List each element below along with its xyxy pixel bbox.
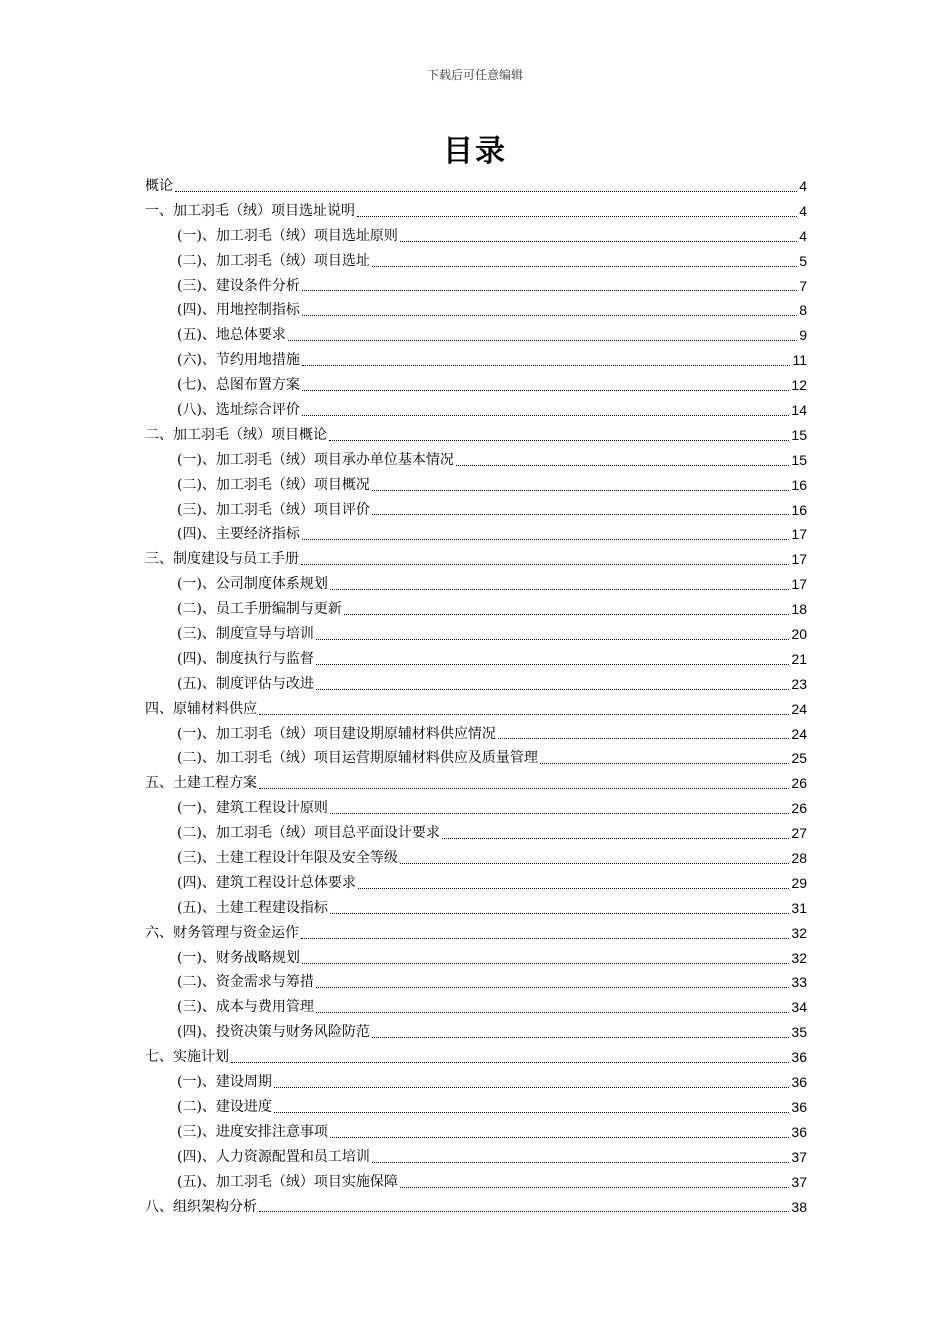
toc-leader-dots <box>302 390 789 391</box>
toc-entry-label: (一)、财务战略规划 <box>177 949 300 966</box>
toc-entry[interactable] <box>145 647 807 672</box>
toc-leader-dots <box>316 987 789 988</box>
toc-leader-dots <box>330 589 789 590</box>
toc-entry-page: 18 <box>791 601 807 618</box>
toc-entry[interactable] <box>145 896 807 921</box>
toc-entry[interactable] <box>145 722 807 747</box>
toc-entry[interactable] <box>145 1170 807 1195</box>
toc-entry-label: 七、实施计划 <box>145 1049 229 1066</box>
toc-entry[interactable] <box>145 423 807 448</box>
toc-entry-page: 16 <box>791 501 807 518</box>
toc-entry[interactable] <box>145 1045 807 1070</box>
toc-entry[interactable] <box>145 522 807 547</box>
toc-entry-page: 17 <box>791 526 807 543</box>
toc-entry-page: 9 <box>799 327 807 344</box>
toc-entry-page: 31 <box>791 899 807 916</box>
toc-leader-dots <box>372 1037 789 1038</box>
toc-entry-label: (四)、人力资源配置和员工培训 <box>177 1148 370 1165</box>
toc-leader-dots <box>316 689 789 690</box>
toc-entry-page: 34 <box>791 999 807 1016</box>
toc-entry-page: 24 <box>791 725 807 742</box>
toc-entry-page: 7 <box>799 277 807 294</box>
toc-leader-dots <box>301 938 789 939</box>
toc-entry[interactable] <box>145 1195 807 1220</box>
toc-entry-page: 4 <box>799 202 807 219</box>
toc-entry-page: 8 <box>799 302 807 319</box>
toc-entry-page: 26 <box>791 775 807 792</box>
toc-entry-page: 38 <box>791 1198 807 1215</box>
toc-entry-page: 20 <box>791 626 807 643</box>
toc-entry-page: 12 <box>791 377 807 394</box>
toc-entry-label: (一)、建设周期 <box>177 1074 272 1091</box>
toc-leader-dots <box>231 1062 789 1063</box>
toc-entry[interactable] <box>145 274 807 299</box>
toc-entry-label: (五)、制度评估与改进 <box>177 675 314 692</box>
toc-entry-page: 17 <box>791 551 807 568</box>
toc-leader-dots <box>259 1211 789 1212</box>
toc-entry[interactable] <box>145 746 807 771</box>
toc-entry-label: (二)、建设进度 <box>177 1098 272 1115</box>
toc-leader-dots <box>175 191 797 192</box>
toc-leader-dots <box>302 415 789 416</box>
toc-entry-label: 五、土建工程方案 <box>145 775 257 792</box>
toc-leader-dots <box>330 813 789 814</box>
toc-entry[interactable] <box>145 1145 807 1170</box>
toc-leader-dots <box>330 1137 789 1138</box>
toc-entry-label: 六、财务管理与资金运作 <box>145 924 299 941</box>
toc-entry-label: (一)、加工羽毛（绒）项目选址原则 <box>177 227 398 244</box>
toc-entry[interactable] <box>145 498 807 523</box>
toc-entry-label: 二、加工羽毛（绒）项目概论 <box>145 426 327 443</box>
toc-leader-dots <box>302 365 791 366</box>
toc-entry[interactable] <box>145 199 807 224</box>
toc-entry-label: (一)、公司制度体系规划 <box>177 576 328 593</box>
toc-entry[interactable] <box>145 771 807 796</box>
toc-entry[interactable] <box>145 971 807 996</box>
toc-entry-page: 36 <box>791 1123 807 1140</box>
toc-entry-label: (四)、制度执行与监督 <box>177 650 314 667</box>
toc-leader-dots <box>301 564 789 565</box>
toc-leader-dots <box>259 714 789 715</box>
toc-entry-label: (二)、加工羽毛（绒）项目选址 <box>177 252 370 269</box>
toc-entry-page: 24 <box>791 700 807 717</box>
toc-entry-page: 36 <box>791 1049 807 1066</box>
toc-leader-dots <box>400 863 789 864</box>
toc-entry-label: 概论 <box>145 177 173 194</box>
toc-entry-page: 32 <box>791 924 807 941</box>
toc-entry-label: (四)、用地控制指标 <box>177 302 300 319</box>
toc-leader-dots <box>400 241 797 242</box>
table-of-contents <box>145 174 807 1219</box>
toc-entry-label: 四、原辅材料供应 <box>145 700 257 717</box>
toc-entry[interactable] <box>145 697 807 722</box>
toc-leader-dots <box>344 614 789 615</box>
toc-entry-label: (三)、制度宣导与培训 <box>177 626 314 643</box>
toc-entry[interactable] <box>145 448 807 473</box>
toc-entry-page: 23 <box>791 675 807 692</box>
toc-entry[interactable] <box>145 398 807 423</box>
toc-leader-dots <box>259 788 789 789</box>
toc-entry[interactable] <box>145 1120 807 1145</box>
toc-entry[interactable] <box>145 597 807 622</box>
toc-entry-page: 29 <box>791 874 807 891</box>
toc-entry-label: (一)、建筑工程设计原则 <box>177 800 328 817</box>
toc-entry-page: 37 <box>791 1173 807 1190</box>
toc-entry-label: (三)、建设条件分析 <box>177 277 300 294</box>
toc-entry[interactable] <box>145 1020 807 1045</box>
toc-entry-label: (四)、主要经济指标 <box>177 526 300 543</box>
toc-entry-label: 八、组织架构分析 <box>145 1198 257 1215</box>
toc-leader-dots <box>316 1012 789 1013</box>
toc-leader-dots <box>498 738 789 739</box>
toc-entry-label: (二)、员工手册编制与更新 <box>177 601 342 618</box>
toc-leader-dots <box>302 539 789 540</box>
toc-entry[interactable] <box>145 871 807 896</box>
toc-entry[interactable] <box>145 622 807 647</box>
toc-entry-page: 15 <box>791 426 807 443</box>
toc-leader-dots <box>329 440 789 441</box>
toc-entry-page: 26 <box>791 800 807 817</box>
toc-leader-dots <box>274 1112 789 1113</box>
toc-entry-label: (二)、加工羽毛（绒）项目概况 <box>177 476 370 493</box>
toc-leader-dots <box>316 664 789 665</box>
toc-entry-label: (三)、成本与费用管理 <box>177 999 314 1016</box>
toc-entry[interactable] <box>145 1070 807 1095</box>
toc-entry[interactable] <box>145 249 807 274</box>
toc-entry-label: (三)、土建工程设计年限及安全等级 <box>177 850 398 867</box>
toc-entry[interactable] <box>145 323 807 348</box>
toc-entry-label: (二)、资金需求与筹措 <box>177 974 314 991</box>
toc-entry[interactable] <box>145 174 807 199</box>
toc-leader-dots <box>372 490 789 491</box>
toc-entry[interactable] <box>145 995 807 1020</box>
toc-entry-page: 37 <box>791 1148 807 1165</box>
toc-entry-label: (七)、总图布置方案 <box>177 377 300 394</box>
toc-leader-dots <box>302 315 797 316</box>
toc-leader-dots <box>372 514 789 515</box>
toc-leader-dots <box>456 465 789 466</box>
toc-entry-page: 17 <box>791 576 807 593</box>
toc-entry-page: 14 <box>791 402 807 418</box>
toc-entry-page: 4 <box>799 227 807 244</box>
toc-leader-dots <box>442 838 789 839</box>
toc-entry-page: 5 <box>799 252 807 269</box>
toc-entry-label: (四)、投资决策与财务风险防范 <box>177 1024 370 1041</box>
toc-leader-dots <box>288 340 797 341</box>
toc-entry-label: (一)、加工羽毛（绒）项目承办单位基本情况 <box>177 451 454 468</box>
toc-entry[interactable] <box>145 796 807 821</box>
toc-entry-label: (二)、加工羽毛（绒）项目运营期原辅材料供应及质量管理 <box>177 750 538 767</box>
toc-leader-dots <box>540 763 789 764</box>
toc-leader-dots <box>357 216 797 217</box>
toc-entry-label: (三)、加工羽毛（绒）项目评价 <box>177 501 370 518</box>
toc-entry-label: (五)、加工羽毛（绒）项目实施保障 <box>177 1173 398 1190</box>
toc-leader-dots <box>316 639 789 640</box>
toc-entry-page: 16 <box>791 476 807 493</box>
toc-entry-label: (五)、土建工程建设指标 <box>177 899 328 916</box>
toc-entry-label: 一、加工羽毛（绒）项目选址说明 <box>145 202 355 219</box>
toc-entry[interactable] <box>145 921 807 946</box>
toc-entry-page: 27 <box>791 825 807 842</box>
toc-entry-label: (五)、地总体要求 <box>177 327 286 344</box>
toc-entry-page: 36 <box>791 1074 807 1091</box>
toc-leader-dots <box>372 1162 789 1163</box>
toc-entry-page: 32 <box>791 949 807 966</box>
toc-entry-page: 36 <box>791 1098 807 1115</box>
toc-entry-label: (三)、进度安排注意事项 <box>177 1123 328 1140</box>
toc-entry[interactable] <box>145 572 807 597</box>
toc-entry-page: 28 <box>791 850 807 867</box>
toc-entry[interactable] <box>145 547 807 572</box>
toc-entry[interactable] <box>145 821 807 846</box>
toc-entry[interactable] <box>145 348 807 373</box>
toc-entry-page: 11 <box>792 352 807 369</box>
toc-entry-page: 4 <box>799 177 807 194</box>
toc-entry-label: (二)、加工羽毛（绒）项目总平面设计要求 <box>177 825 440 842</box>
toc-entry-page: 15 <box>791 451 807 468</box>
toc-entry-page: 35 <box>791 1024 807 1041</box>
toc-entry-page: 33 <box>791 974 807 991</box>
toc-entry-page: 25 <box>791 750 807 767</box>
toc-leader-dots <box>358 888 789 889</box>
toc-title: 目录 <box>443 134 507 169</box>
toc-entry[interactable] <box>145 672 807 697</box>
toc-entry[interactable] <box>145 1095 807 1120</box>
toc-entry[interactable] <box>145 846 807 871</box>
toc-leader-dots <box>302 290 797 291</box>
toc-entry-page: 21 <box>791 650 807 667</box>
toc-entry[interactable] <box>145 224 807 249</box>
toc-entry-label: (八)、选址综合评价 <box>177 402 300 418</box>
toc-leader-dots <box>330 913 789 914</box>
toc-entry[interactable] <box>145 373 807 398</box>
toc-entry[interactable] <box>145 473 807 498</box>
toc-entry-label: (一)、加工羽毛（绒）项目建设期原辅材料供应情况 <box>177 725 496 742</box>
page-header: 下载后可任意编辑 <box>426 68 523 82</box>
toc-leader-dots <box>372 266 797 267</box>
toc-leader-dots <box>274 1087 789 1088</box>
toc-entry-label: 三、制度建设与员工手册 <box>145 551 299 568</box>
toc-entry[interactable] <box>145 946 807 971</box>
toc-leader-dots <box>302 963 789 964</box>
toc-entry-label: (四)、建筑工程设计总体要求 <box>177 874 356 891</box>
toc-entry-label: (六)、节约用地措施 <box>177 352 300 369</box>
toc-leader-dots <box>400 1187 789 1188</box>
toc-entry[interactable] <box>145 298 807 323</box>
